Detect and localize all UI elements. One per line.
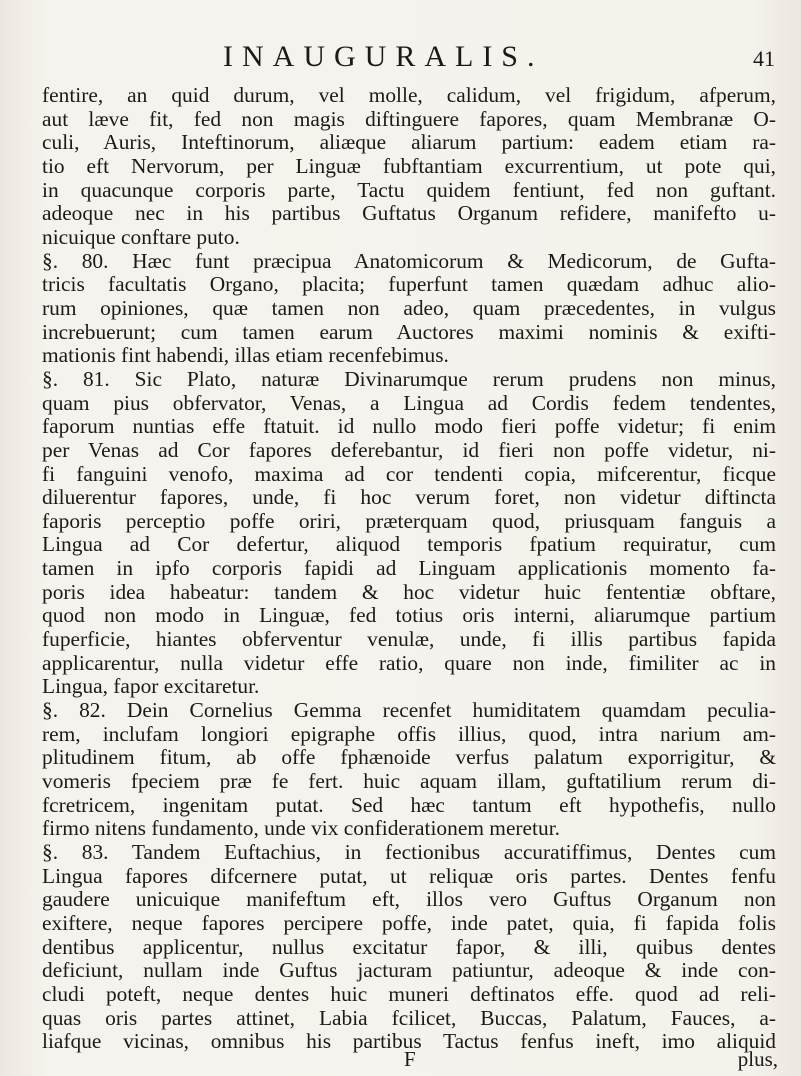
text-line: quam pius obfervator, Venas, a Lingua ad Cordis fedem tendentes,	[42, 390, 776, 415]
text-line: faporis perceptio poffe oriri, præterquam quod, priusquam fanguis a	[42, 508, 776, 533]
running-head: INAUGURALIS.	[223, 40, 544, 73]
text-line: gaudere unicuique manifeftum eft, illos vero Guftus Organum non	[42, 887, 776, 912]
page-header	[40, 40, 780, 80]
text-line: liafque vicinas, omnibus his partibus Tactus fenfus ineft, imo aliquid	[42, 1029, 776, 1054]
text-line: Lingua, fapor excitaretur.	[42, 674, 260, 699]
page-footer	[40, 1047, 780, 1075]
text-line: applicarentur, nulla videtur effe ratio, quare non inde, fimiliter ac in	[42, 650, 776, 675]
text-line: adeoque nec in his partibus Guftatus Organum refidere, manifefto u-	[42, 201, 776, 226]
text-line: aut læve fit, fed non magis diftinguere fapores, quam Membranæ O-	[42, 106, 776, 131]
text-line: fentire, an quid durum, vel molle, calidum, vel frigidum, afperum,	[42, 83, 776, 107]
text-line: quod non modo in Linguæ, fed totius oris interni, aliarumque partium	[42, 603, 776, 628]
text-line: nicuique conftare puto.	[42, 224, 240, 249]
text-line: per Venas ad Cor fapores deferebantur, id fieri non poffe videtur, ni-	[42, 437, 776, 462]
text-line: rum opiniones, quæ tamen non adeo, quam præcedentes, in vulgus	[42, 295, 776, 320]
text-line: deficiunt, nullam inde Guftus jacturam patiuntur, adeoque & inde con-	[42, 958, 776, 983]
text-line: fuperficie, hiantes obferventur venulæ, unde, fi illis partibus fapida	[42, 627, 776, 652]
section-heading-83: §. 83. Tandem Euftachius, in fectionibus accuratiffimus, Dentes cum	[42, 840, 776, 864]
text-line: poris idea habeatur: tandem & hoc videtur huic fententiæ obftare,	[42, 579, 776, 604]
section-heading-80: §. 80. Hæc funt præcipua Anatomicorum & Medicorum, de Gufta-	[42, 248, 776, 273]
text-line: Lingua ad Cor defertur, aliquod temporis fpatium requiratur, cum	[42, 532, 776, 557]
text-line: firmo nitens fundamento, unde vix confiderationem meretur.	[42, 816, 560, 841]
text-line: rem, inclufam longiori epigraphe offis illius, quod, intra narium am-	[42, 721, 776, 746]
text-line: faporum nuntias effe ftatuit. id nullo modo fieri poffe videtur; fi enim	[42, 414, 776, 439]
body-text	[42, 84, 776, 1054]
text-line: cludi poteft, neque dentes huic muneri deftinatos effe. quod ad reli-	[42, 981, 776, 1006]
text-line: mationis fint habendi, illas etiam recenfebimus.	[42, 343, 449, 368]
text-line: diluerentur fapores, unde, fi hoc verum foret, non videtur diftincta	[42, 485, 776, 510]
text-line: plitudinem fitum, ab offe fphænoide verfus palatum exporrigitur, &	[42, 745, 776, 770]
text-line: vomeris fpeciem præ fe fert. huic aquam illam, guftatilium rerum di-	[42, 769, 776, 794]
text-line: exiftere, neque fapores percipere poffe, inde patet, quia, fi fapida folis	[42, 910, 776, 935]
section-heading-82: §. 82. Dein Cornelius Gemma recenfet humiditatem quamdam peculia-	[42, 698, 776, 723]
signature-mark: F	[404, 1047, 416, 1071]
text-line: culi, Auris, Inteftinorum, aliæque aliarum partium: eadem etiam ra-	[42, 130, 776, 155]
section-heading-81: §. 81. Sic Plato, naturæ Divinarumque rerum prudens non minus,	[42, 366, 776, 391]
text-line: tio eft Nervorum, per Linguæ fubftantiam excurrentium, ut pote qui,	[42, 153, 776, 178]
text-line: Lingua fapores difcernere putat, ut reliquæ oris partes. Dentes fenfu	[42, 863, 776, 888]
text-line: tricis facultatis Organo, placita; fuperfunt tamen quædam adhuc alio-	[42, 272, 776, 297]
text-line: fcretricem, ingenitam putat. Sed hæc tantum eft hypothefis, nullo	[42, 792, 776, 817]
catchword: plus,	[737, 1047, 778, 1071]
text-line: increbuerunt; cum tamen earum Auctores maximi nominis & exifti-	[42, 319, 776, 344]
text-line: in quacunque corporis parte, Tactu quidem fentiunt, fed non guftant.	[42, 177, 776, 202]
text-line: quas oris partes attinet, Labia fcilicet, Buccas, Palatum, Fauces, a-	[42, 1005, 776, 1030]
text-line: tamen in ipfo corporis fapidi ad Linguam applicationis momento fa-	[42, 556, 776, 581]
text-line: fi fanguini venofo, maxima ad cor tendenti copia, mifcerentur, ficque	[42, 461, 776, 486]
text-line: dentibus applicentur, nullus excitatur fapor, & illi, quibus dentes	[42, 934, 776, 959]
page-number: 41	[753, 46, 775, 71]
